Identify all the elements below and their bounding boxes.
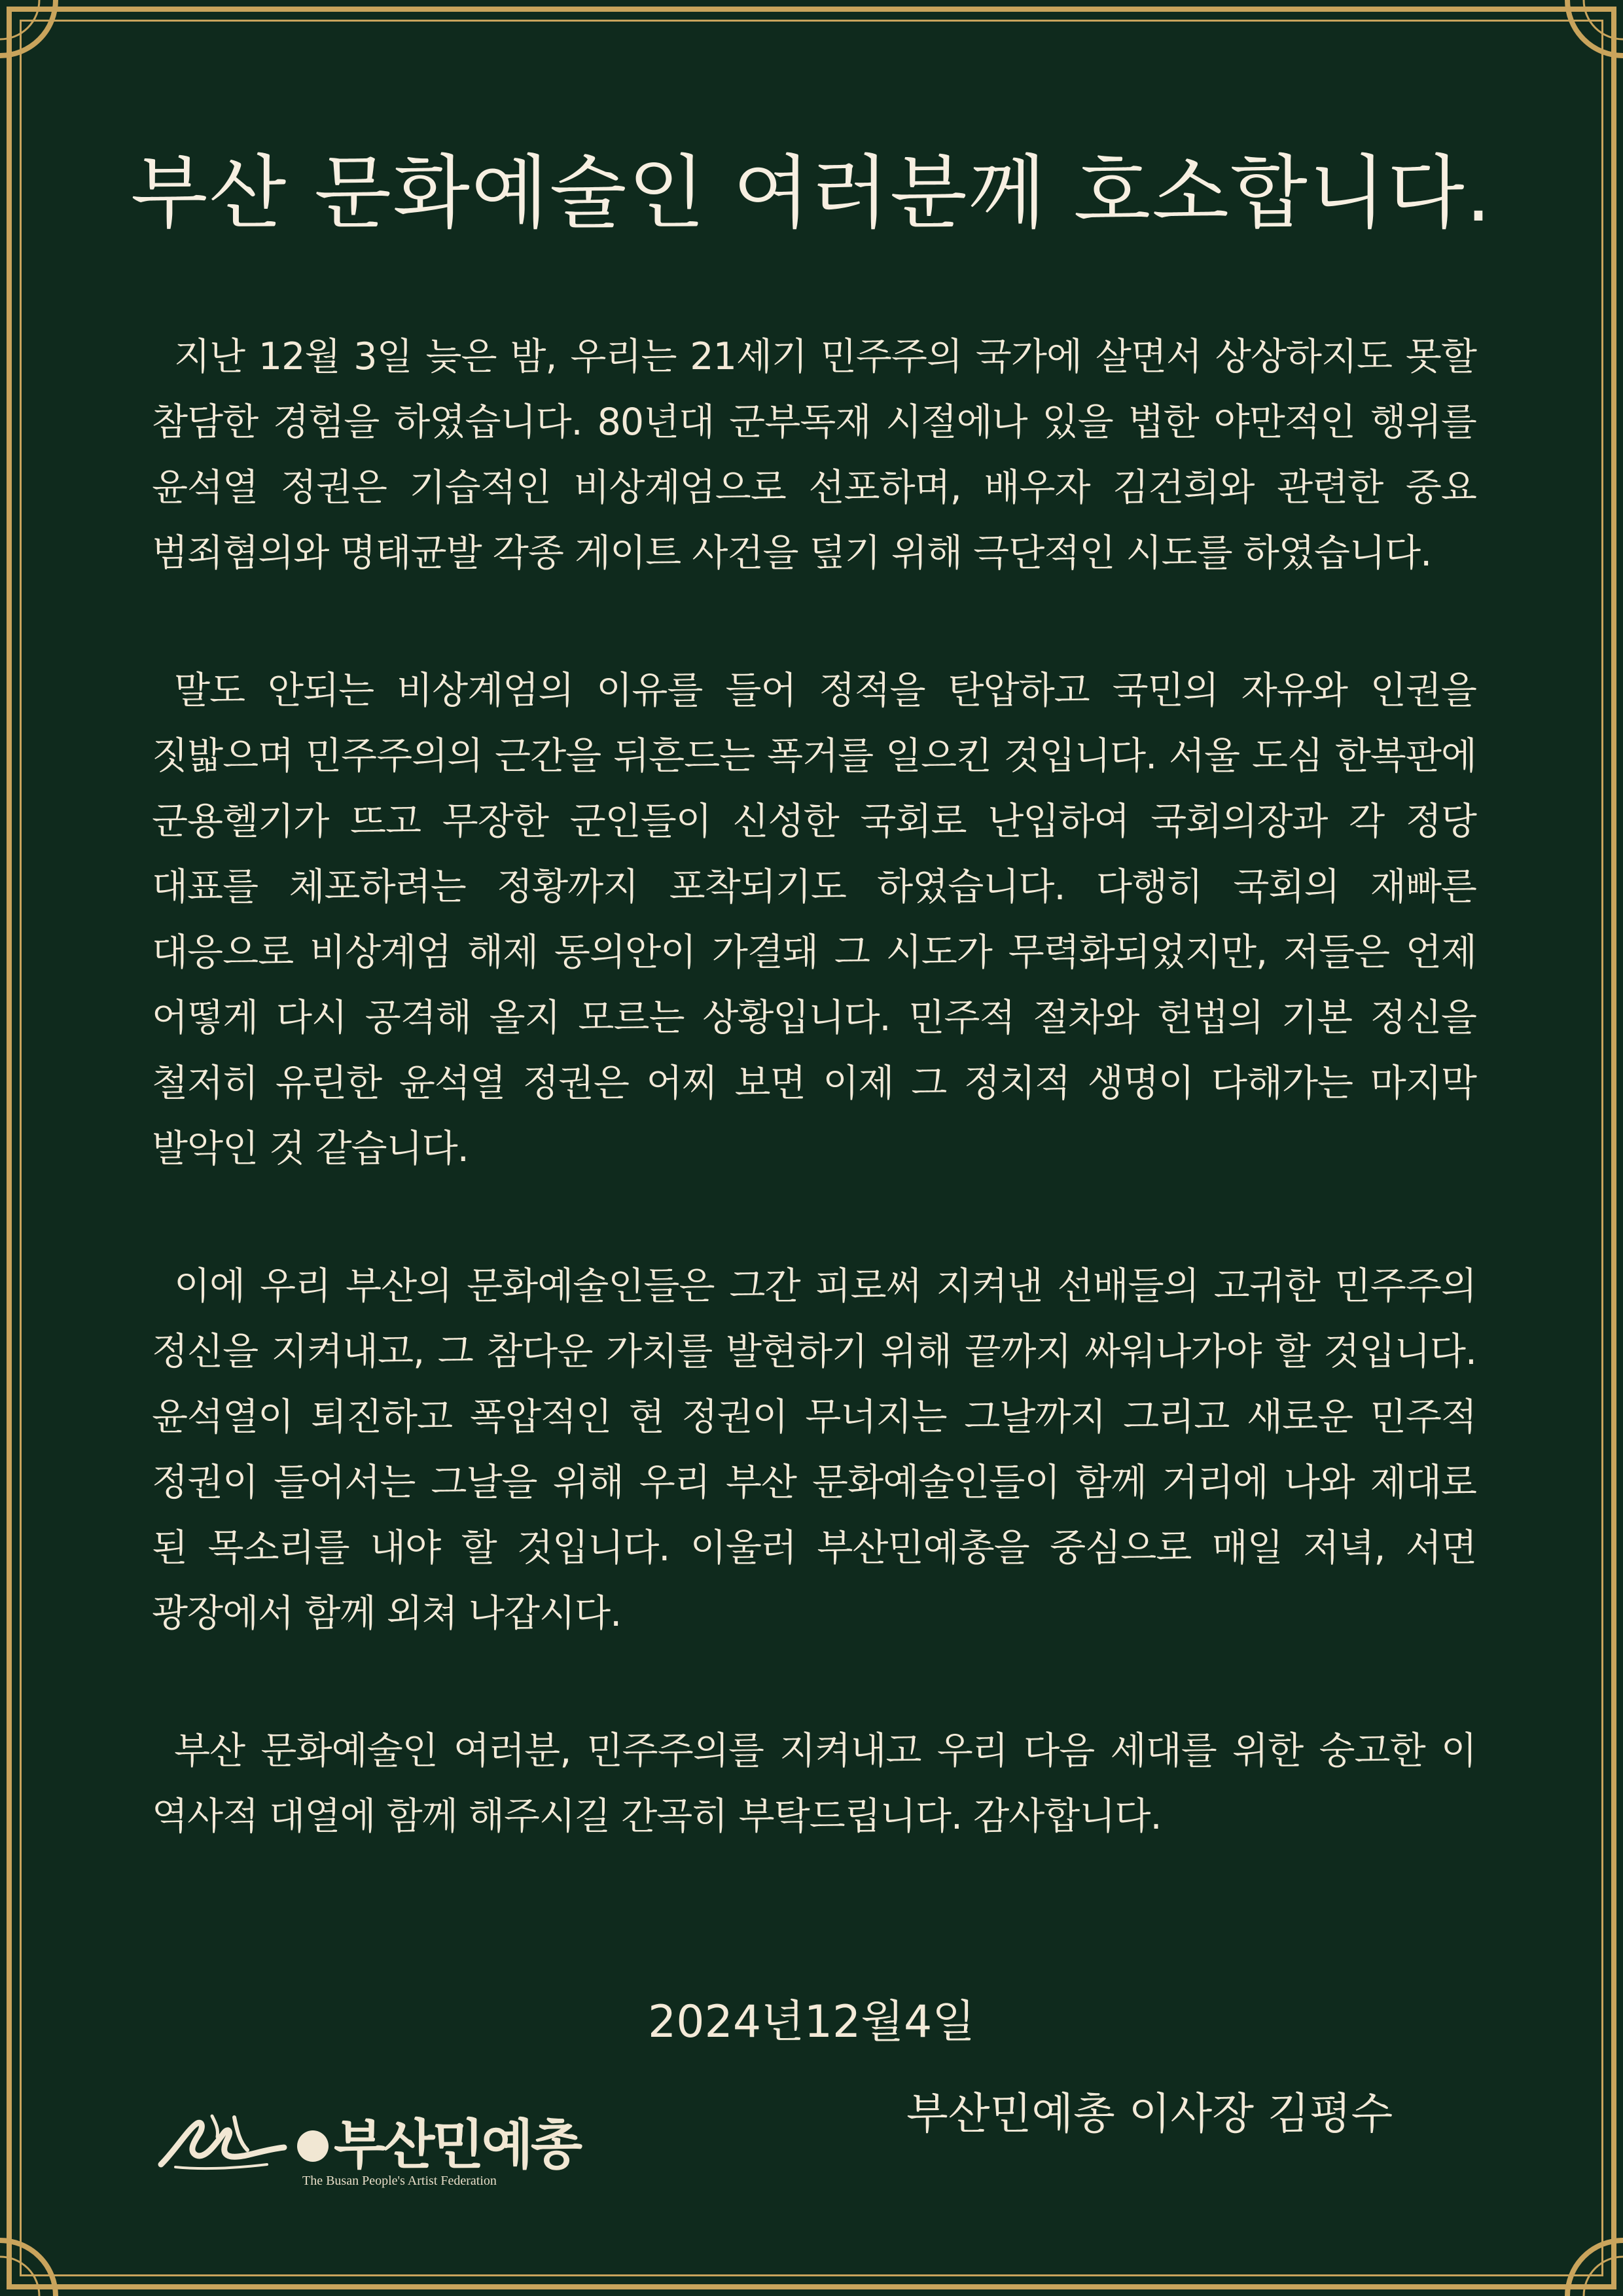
logo-name: 부산민예총 xyxy=(334,2113,580,2176)
corner-ornament-icon xyxy=(0,0,98,98)
corner-ornament-icon xyxy=(1525,2198,1623,2296)
paragraph: 부산 문화예술인 여러분, 민주주의를 지켜내고 우리 다음 세대를 위한 숭고한 이 역사적 대열에 함께 해주시길 간곡히 부탁드립니다. 감사합니다. xyxy=(152,1729,1476,1838)
paragraph: 이에 우리 부산의 문화예술인들은 그간 피로써 지켜낸 선배들의 고귀한 민주주의 정신을 지켜내고, 그 참다운 가치를 발현하기 위해 끝까지 싸워나가야 할 것입니다. 윤석열이 퇴진하고 폭압적인 현 정권이 무너지는 그날까지 그리고 새로운 민주적 정권이 들어서는 그날을 위해 우리 부산 문화예술인들이 함께 거리에 나와 제대로 된 목소리를 내야 할 것입니다. 이울러 부산민예총을 중심으로 매일 저녁, 서면 광장에서 함께 외쳐 나갑시다. xyxy=(152,1265,1476,1635)
brush-calligraphy-icon xyxy=(156,2104,293,2176)
letter-date: 2024년12월4일 xyxy=(648,1996,975,2048)
paragraph: 말도 안되는 비상계엄의 이유를 들어 정적을 탄압하고 국민의 자유와 인권을 짓밟으며 민주주의의 근간을 뒤흔드는 폭거를 일으킨 것입니다. 서울 도심 한복판에 군용헬기가 뜨고 무장한 군인들이 신성한 국회로 난입하여 국회의장과 각 정당 대표를 체포하려는 정황까지 포착되기도 하였습니다. 다행히 국회의 재빠른 대응으로 비상계엄 해제 동의안이 가결돼 그 시도가 무력화되었지만, 저들은 언제 어떻게 다시 공격해 올지 모르는 상황입니다. 민주적 절차와 헌법의 기본 정신을 철저히 유린한 윤석열 정권은 어찌 보면 이제 그 정치적 생명이 다해가는 마지막 발악인 것 같습니다. xyxy=(152,669,1476,1170)
letter-body xyxy=(152,324,1476,1921)
page-title: 부산 문화예술인 여러분께 호소합니다. xyxy=(130,147,1493,240)
corner-ornament-icon xyxy=(1525,0,1623,98)
seal-icon xyxy=(297,2130,329,2162)
logo-subtitle: The Busan People's Artist Federation xyxy=(302,2174,497,2188)
corner-ornament-icon xyxy=(0,2198,98,2296)
federation-logo xyxy=(156,2104,580,2202)
signature: 부산민예총 이사장 김평수 xyxy=(906,2089,1393,2139)
paragraph: 지난 12월 3일 늦은 밤, 우리는 21세기 민주주의 국가에 살면서 상상하지도 못할 참담한 경험을 하였습니다. 80년대 군부독재 시절에나 있을 법한 야만적인 행위를 윤석열 정권은 기습적인 비상계엄으로 선포하며, 배우자 김건희와 관련한 중요 범죄혐의와 명태균발 각종 게이트 사건을 덮기 위해 극단적인 시도를 하였습니다. xyxy=(152,335,1476,575)
